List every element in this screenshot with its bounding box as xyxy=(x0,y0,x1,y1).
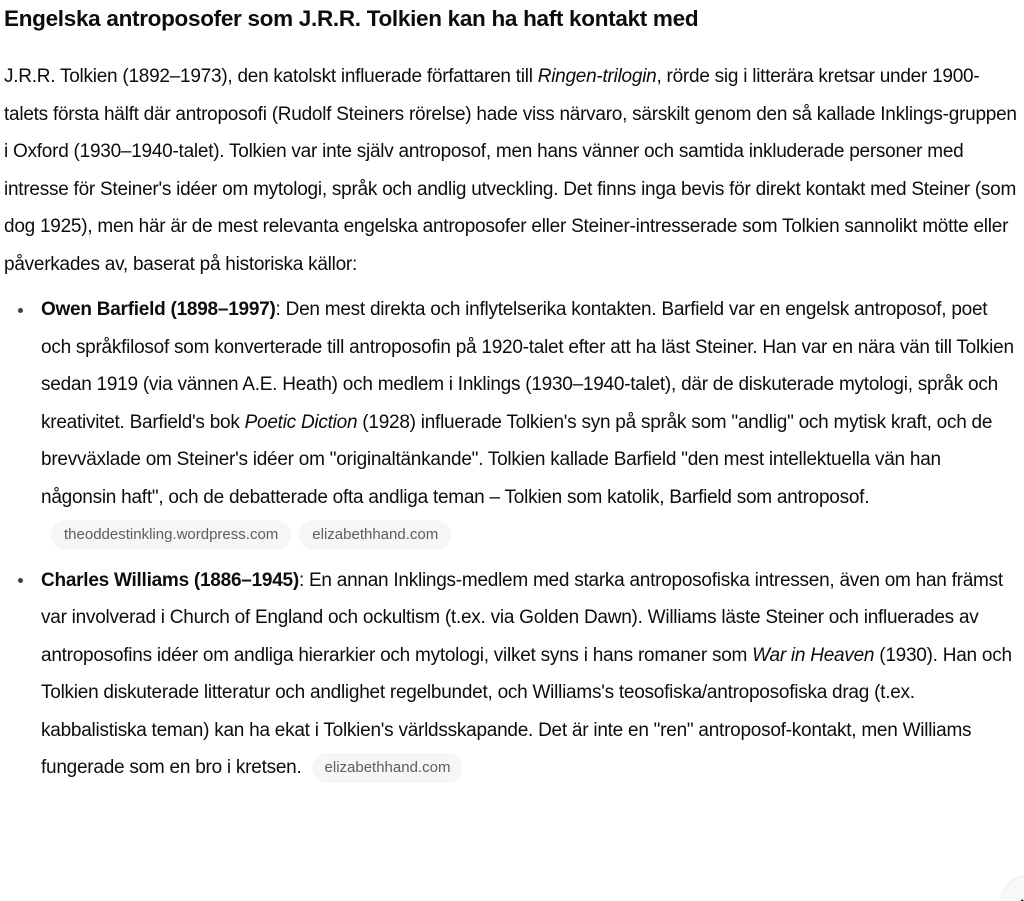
bullet-text-segment: (1928) influerade Tolkien's syn på språk som "andlig" och mytisk kraft, och de brevväxlade om Steiner's idéer om "originaltänkande". Tolkien kallade Barfield "den mest intellektuella vän han någonsin haft", och de debatterade ofta andliga teman – Tolkien som katolik, Barfield som antroposof. xyxy=(41,411,993,508)
bullet-icon xyxy=(18,578,23,583)
bullet-text-segment: : Den mest direkta och inflytelserika kontakten. Barfield var en engelsk antroposof, poet och språkfilosof som konverterade till antroposofin på 1920-talet efter att ha läst Steiner. Han var en nära vän till Tolkien sedan 1919 (via vännen A.E. Heath) och medlem i Inklings (1930–1940-talet), där de diskuterade mytologi, språk och kreativitet. Barfield's bok xyxy=(41,299,1014,433)
person-name-bold: Charles Williams (1886–1945) xyxy=(41,569,299,591)
citation-chip[interactable]: elizabethhand.com xyxy=(312,753,464,783)
scroll-to-bottom-button[interactable] xyxy=(1000,875,1024,901)
italic-book-title: War in Heaven xyxy=(752,644,875,666)
italic-book-title: Ringen-trilogin xyxy=(537,66,657,87)
list-item-owen-barfield xyxy=(4,291,1019,554)
citation-chip[interactable]: theoddestinkling.wordpress.com xyxy=(51,520,291,550)
intro-paragraph xyxy=(4,58,1019,283)
italic-book-title: Poetic Diction xyxy=(244,411,358,433)
chevron-down-icon xyxy=(1019,894,1024,901)
bullet-text-segment: (1930). Han och Tolkien diskuterade litteratur och andlighet regelbundet, och Williams's teosofiska/antroposofiska drag (t.ex. kabbalistiska teman) kan ha ekat i Tolkien's världsskapande. Det är inte en "ren" antroposof-kontakt, men Williams fungerade som en bro i kretsen. xyxy=(41,644,1012,778)
bullet-icon xyxy=(18,308,23,313)
citation-chip[interactable]: elizabethhand.com xyxy=(299,520,451,550)
anthroposophist-list xyxy=(4,291,1019,787)
person-name-bold: Owen Barfield (1898–1997) xyxy=(41,299,276,320)
bullet-text-segment: : En annan Inklings-medlem med starka antroposofiska intressen, även om han främst var involverad i Church of England och ockultism (t.ex. via Golden Dawn). Williams läste Steiner och influerades av antroposofins idéer om andliga hierarkier och mytologi, vilket syns i hans romaner som xyxy=(41,569,1003,666)
intro-segment: J.R.R. Tolkien (1892–1973), den katolskt influerade författaren till xyxy=(4,66,538,87)
intro-segment: , rörde sig i litterära kretsar under 1900-talets första hälft där antroposofi (Rudolf Steiners rörelse) hade viss närvaro, särskilt genom den så kallade Inklings-gruppen i Oxford (1930–1940-talet). Tolkien var inte själv antroposof, men hans vänner och samtida inkluderade personer med intresse för Steiner's idéer om mytologi, språk och andlig utveckling. Det finns inga bevis för direkt kontakt med Steiner (som dog 1925), men här är de mest relevanta engelska antroposofer eller Steiner-intresserade som Tolkien sannolikt mötte eller påverkades av, baserat på historiska källor: xyxy=(4,66,1017,275)
page-title: Engelska antroposofer som J.R.R. Tolkien kan ha haft kontakt med xyxy=(4,6,699,31)
list-item-charles-williams xyxy=(4,562,1019,787)
